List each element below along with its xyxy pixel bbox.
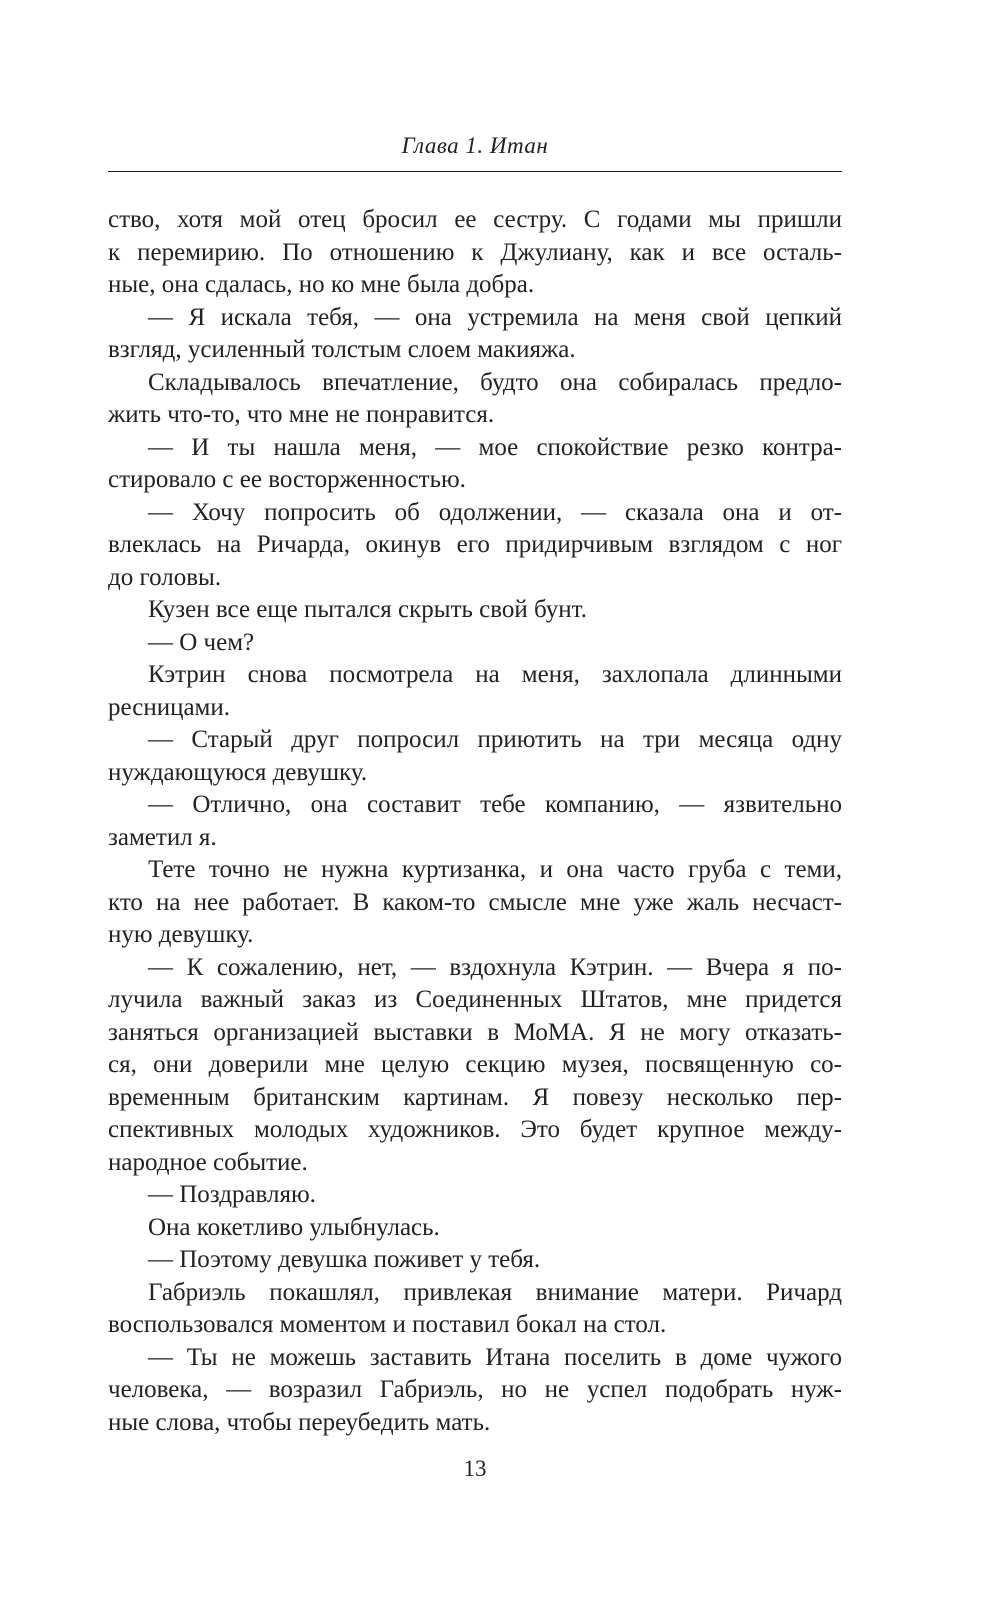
text-line: ную девушку. bbox=[108, 921, 254, 948]
text-line: взгляд, усиленный толстым слоем макияжа. bbox=[108, 336, 576, 363]
text-line: заметил я. bbox=[108, 823, 217, 851]
text-line: — Поздравляю. bbox=[148, 1181, 316, 1208]
text-line: до головы. bbox=[108, 563, 222, 591]
text-line: к перемирию. По отношению к Джулиану, как и все осталь- bbox=[108, 238, 842, 266]
text-line: воспользовался моментом и поставил бокал на стол. bbox=[108, 1311, 667, 1338]
text-line: ные, она сдалась, но ко мне была добра. bbox=[108, 271, 535, 298]
text-line: стировало с ее восторженностью. bbox=[108, 466, 466, 493]
text-line: временным британским картинам. Я повезу несколько пер- bbox=[108, 1083, 842, 1111]
text-line: нуждающуюся девушку. bbox=[108, 758, 368, 786]
running-header: Глава 1. Итан bbox=[401, 133, 549, 158]
text-line: влеклась на Ричарда, окинув его придирчивым взглядом с ног bbox=[108, 531, 842, 558]
text-line: — Хочу попросить об одолжении, — сказала она и от- bbox=[148, 498, 842, 526]
text-line: заняться организацией выставки в МоМА. Я не могу отказать- bbox=[108, 1018, 842, 1046]
text-line: — О чем? bbox=[148, 628, 255, 656]
text-line: ся, они доверили мне целую секцию музея, посвященную со- bbox=[108, 1051, 842, 1078]
text-line: жить что-то, что мне не понравится. bbox=[108, 401, 495, 428]
text-line: — Отлично, она составит тебе компанию, — язвительно bbox=[148, 791, 842, 818]
page-number: 13 bbox=[463, 1456, 487, 1481]
text-line: ресницами. bbox=[108, 693, 230, 721]
text-line: Кэтрин снова посмотрела на меня, захлопала длинными bbox=[148, 661, 842, 688]
text-line: Складывалось впечатление, будто она собиралась предло- bbox=[148, 368, 842, 396]
body-text bbox=[108, 204, 842, 1439]
header-rule bbox=[108, 171, 842, 172]
text-line: — Старый друг попросил приютить на три месяца одну bbox=[148, 726, 842, 753]
text-line: — Ты не можешь заставить Итана поселить в доме чужого bbox=[148, 1343, 842, 1371]
text-line: — К сожалению, нет, — вздохнула Кэтрин. — Вчера я по- bbox=[148, 953, 842, 981]
text-line: — Я искала тебя, — она устремила на меня свой цепкий bbox=[148, 303, 842, 331]
text-line: кто на нее работает. В каком-то смысле мне уже жаль несчаст- bbox=[108, 888, 842, 916]
text-line: ство, хотя мой отец бросил ее сестру. С годами мы пришли bbox=[108, 206, 842, 233]
text-line: — Поэтому девушка поживет у тебя. bbox=[148, 1246, 541, 1273]
text-line: Она кокетливо улыбнулась. bbox=[148, 1213, 440, 1241]
text-line: Тете точно не нужна куртизанка, и она часто груба с теми, bbox=[148, 856, 842, 883]
text-line: народное событие. bbox=[108, 1148, 308, 1176]
text-line: спективных молодых художников. Это будет крупное между- bbox=[108, 1116, 842, 1143]
text-line: — И ты нашла меня, — мое спокойствие резко контра- bbox=[148, 433, 842, 461]
text-line: лучила важный заказ из Соединенных Штатов, мне придется bbox=[108, 986, 842, 1013]
text-line: Габриэль покашлял, привлекая внимание матери. Ричард bbox=[148, 1278, 842, 1306]
text-line: Кузен все еще пытался скрыть свой бунт. bbox=[148, 596, 587, 623]
text-line: ные слова, чтобы переубедить мать. bbox=[108, 1408, 491, 1436]
text-line: человека, — возразил Габриэль, но не успел подобрать нуж- bbox=[108, 1376, 842, 1403]
